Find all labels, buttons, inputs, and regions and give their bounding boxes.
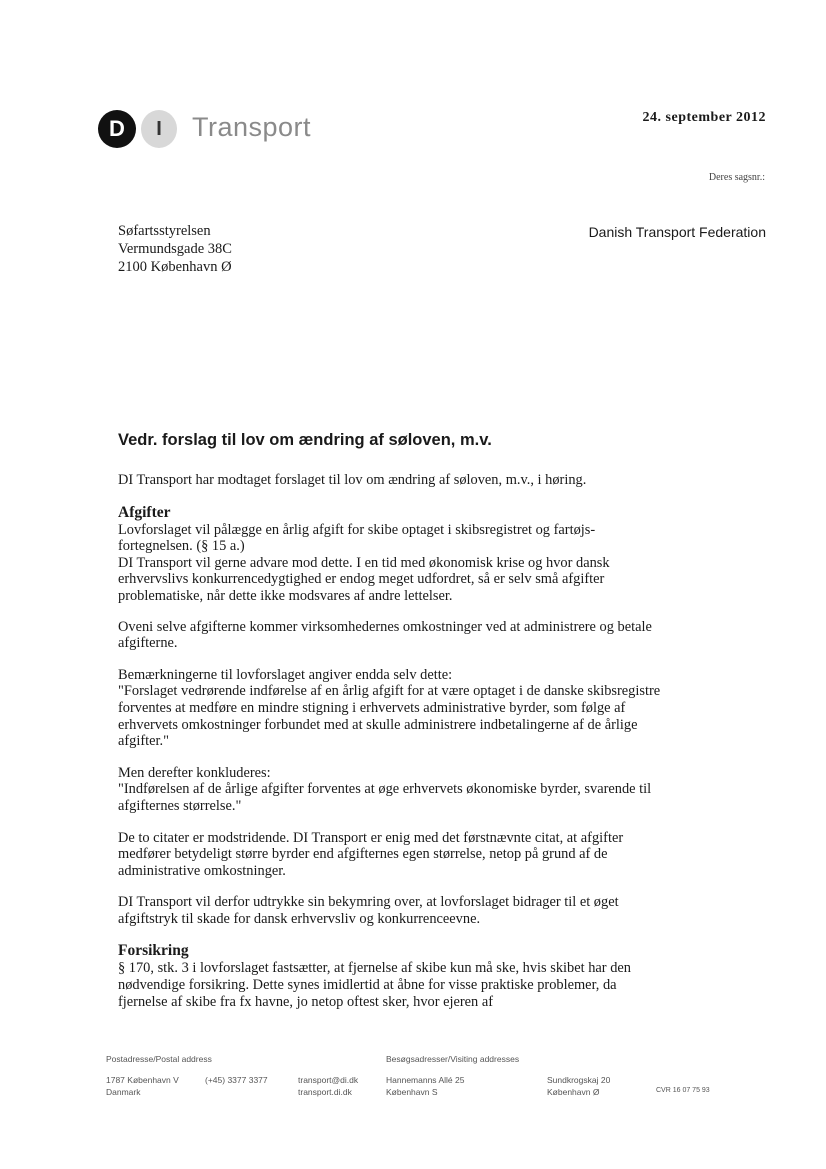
- paragraph-citater: De to citater er modstridende. DI Transport er enig med det førstnævnte citat, at afgifter medfører betydeligt større byrder end afgifternes egen størrelse, netop på grund af de administrative omkostninger.: [118, 829, 624, 879]
- section-heading-afgifter: Afgifter: [118, 503, 171, 521]
- letter-date: 24. september 2012: [642, 110, 766, 125]
- footer-visit1-line-2: København S: [386, 1087, 438, 1097]
- recipient-address: [118, 222, 232, 276]
- afgifter-paragraph-1: Lovforslaget vil pålægge en årlig afgift for skibe optaget i skibsregistret og fartøjs-fortegnelsen. (§ 15 a.): [118, 521, 596, 555]
- reference-label: Deres sagsnr.:: [708, 172, 765, 183]
- bemaerkninger-quote: "Forslaget vedrørende indførelse af en årlig afgift for at være optaget i de danske skibsregistre forventes at medføre en mindre stigning i erhvervets administrative byrder, som følge af erhvervets omkostninger forbundet med at skulle administrere indbetalingerne af de årlige afgifter.": [118, 683, 661, 750]
- logo-wordmark: Transport: [192, 112, 312, 142]
- footer-postal-line-1: 1787 København V: [106, 1075, 179, 1085]
- footer-postal-label: Postadresse/Postal address: [106, 1054, 212, 1064]
- paragraph-bemaerkninger: [118, 667, 663, 750]
- logo-i-mark: I: [141, 110, 177, 148]
- footer-visit2-line-2: København Ø: [547, 1087, 600, 1097]
- afgifter-paragraph-2: DI Transport vil gerne advare mod dette. I en tid med økonomisk krise og hvor dansk erhvervslivs konkurrencedygtighed er endog meget udfordret, så er selv små afgifter problematiske, når dette ikke modsvares af andre lettelser.: [118, 554, 610, 604]
- footer-email[interactable]: transport@di.dk: [298, 1075, 359, 1085]
- forsikring-paragraph-1: § 170, stk. 3 i lovforslaget fastsætter, at fjernelse af skibe kun må ske, hvis skibet har den nødvendige forsikring. Dette synes imidlertid at åbne for visse praktiske problemer, da fjernelse af skibe fra fx havne, jo netop oftest sker, hvor ejeren af: [118, 960, 631, 1010]
- footer-cvr: CVR 16 07 75 93: [656, 1087, 710, 1094]
- footer-website[interactable]: transport.di.dk: [298, 1087, 352, 1097]
- footer-postal-line-2: Danmark: [106, 1087, 141, 1097]
- footer-visiting-label: Besøgsadresser/Visiting addresses: [386, 1054, 520, 1064]
- letter-body: [118, 472, 663, 1024]
- section-heading-forsikring: Forsikring: [118, 942, 189, 960]
- bemaerkninger-intro: Bemærkningerne til lovforslaget angiver endda selv dette:: [118, 666, 453, 683]
- logo-d-mark: D: [98, 110, 136, 148]
- paragraph-derfor: DI Transport vil derfor udtrykke sin bekymring over, at lovforslaget bidrager til et øget afgiftstryk til skade for dansk erhvervsliv og konkurrenceevne.: [118, 894, 619, 927]
- konkluderes-quote: "Indførelsen af de årlige afgifter forventes at øge erhvervets økonomiske byrder, svarende til afgifternes størrelse.": [118, 781, 652, 814]
- recipient-line-3: 2100 København Ø: [118, 259, 232, 275]
- footer-visit1-line-1: Hannemanns Allé 25: [386, 1075, 465, 1085]
- section-afgifter: [118, 504, 663, 605]
- sender-organization: Danish Transport Federation: [588, 224, 766, 240]
- paragraph-oveni: Oveni selve afgifterne kommer virksomhedernes omkostninger ved at administrere og betale afgifterne.: [118, 618, 652, 652]
- paragraph-konkluderes: [118, 765, 663, 815]
- section-forsikring: [118, 942, 663, 1010]
- footer-visit2-line-1: Sundkrogskaj 20: [547, 1075, 611, 1085]
- recipient-line-2: Vermundsgade 38C: [118, 241, 232, 257]
- konkluderes-intro: Men derefter konkluderes:: [118, 764, 271, 781]
- letter-subject: Vedr. forslag til lov om ændring af søloven, m.v.: [118, 431, 492, 449]
- recipient-line-1: Søfartsstyrelsen: [118, 223, 211, 239]
- intro-paragraph: DI Transport har modtaget forslaget til lov om ændring af søloven, m.v., i høring.: [118, 472, 587, 488]
- footer-phone: (+45) 3377 3377: [205, 1075, 268, 1085]
